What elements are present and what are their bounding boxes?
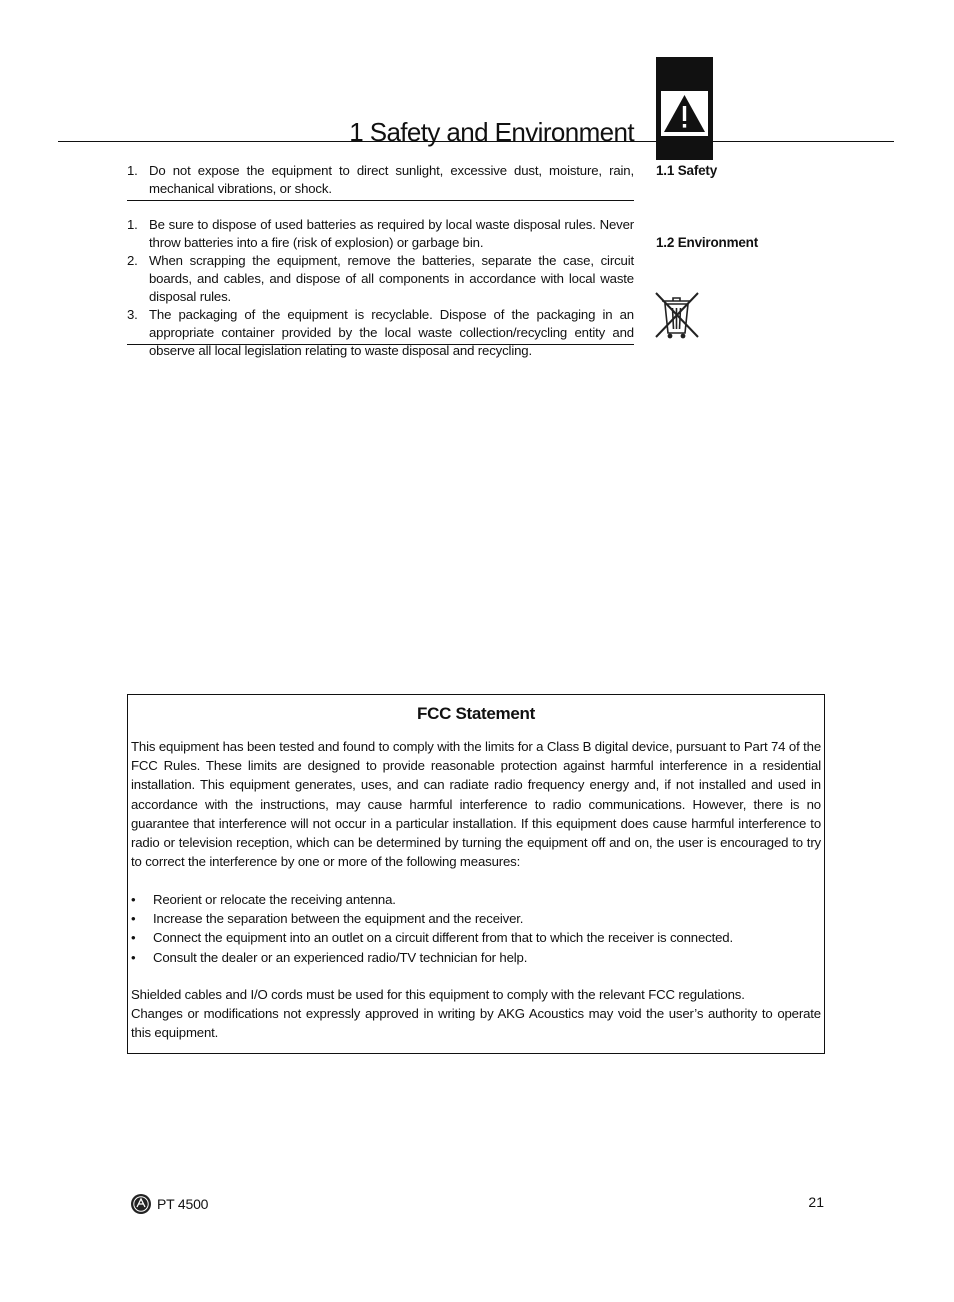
page-number: 21 bbox=[808, 1194, 824, 1210]
list-item-number: 1. bbox=[127, 163, 138, 178]
side-heading-safety: 1.1 Safety bbox=[656, 163, 718, 178]
section-divider bbox=[127, 344, 634, 345]
safety-list bbox=[127, 162, 634, 198]
page-title: 1 Safety and Environment bbox=[349, 117, 634, 147]
list-item: • Connect the equipment into an outlet on a circuit different from that to which the receiver is connected. bbox=[131, 928, 821, 947]
akg-logo-icon bbox=[130, 1193, 152, 1215]
list-item-text: The packaging of the equipment is recyclable. Dispose of the packaging in an appropriate container provided by the local waste collection/recycling entity and observe all local legislation relating to waste disposal and recycling. bbox=[149, 307, 634, 358]
fcc-shielded-text: Shielded cables and I/O cords must be used for this equipment to comply with the relevant FCC regulations. bbox=[131, 987, 745, 1002]
fcc-title: FCC Statement bbox=[417, 704, 535, 723]
list-item bbox=[127, 306, 634, 360]
list-item-number: 3. bbox=[127, 307, 138, 322]
list-item-text: When scrapping the equipment, remove the batteries, separate the case, circuit boards, and cables, and dispose of all components in accordance with local waste disposal rules. bbox=[149, 253, 634, 304]
list-item bbox=[127, 162, 634, 198]
list-item-number: 1. bbox=[127, 217, 138, 232]
fcc-measures-list bbox=[131, 890, 821, 967]
list-item: • Increase the separation between the equipment and the receiver. bbox=[131, 909, 821, 928]
list-item-text: Be sure to dispose of used batteries as required by local waste disposal rules. Never throw batteries into a fire (risk of explosion) or garbage bin. bbox=[149, 217, 634, 250]
list-item: • Reorient or relocate the receiving antenna. bbox=[131, 890, 821, 909]
chapter-tab bbox=[656, 57, 713, 160]
environment-list bbox=[127, 216, 634, 360]
warning-triangle-icon bbox=[661, 91, 708, 136]
list-item-text: Do not expose the equipment to direct sunlight, excessive dust, moisture, rain, mechanical vibrations, or shock. bbox=[149, 163, 634, 196]
side-heading-environment: 1.2 Environment bbox=[656, 235, 759, 250]
list-item-number: 2. bbox=[127, 253, 138, 268]
section-divider bbox=[127, 200, 634, 201]
fcc-changes-text: Changes or modifications not expressly approved in writing by AKG Acoustics may void the user’s authority to operate this equipment. bbox=[131, 1006, 821, 1041]
fcc-statement-box bbox=[127, 694, 825, 1054]
list-item: • Consult the dealer or an experienced radio/TV technician for help. bbox=[131, 948, 821, 967]
list-item bbox=[127, 216, 634, 252]
footer-model: PT 4500 bbox=[157, 1196, 209, 1212]
list-item bbox=[127, 252, 634, 306]
fcc-intro-text: This equipment has been tested and found to comply with the limits for a Class B digital device, pursuant to Part 74 of the FCC Rules. These limits are designed to provide reasonable protection against harmful interference in a residential installation. This equipment generates, uses, and can radiate radio frequency energy and, if not installed and used in accordance with the instructions, may cause harmful interference to radio communications. However, there is no guarantee that interference will not occur in a particular installation. If this equipment does cause harmful interference to radio or television reception, which can be determined by turning the equipment off and on, the user is encouraged to try to correct the interference by one or more of the following measures: bbox=[131, 739, 821, 870]
crossed-out-bin-icon bbox=[652, 289, 702, 341]
